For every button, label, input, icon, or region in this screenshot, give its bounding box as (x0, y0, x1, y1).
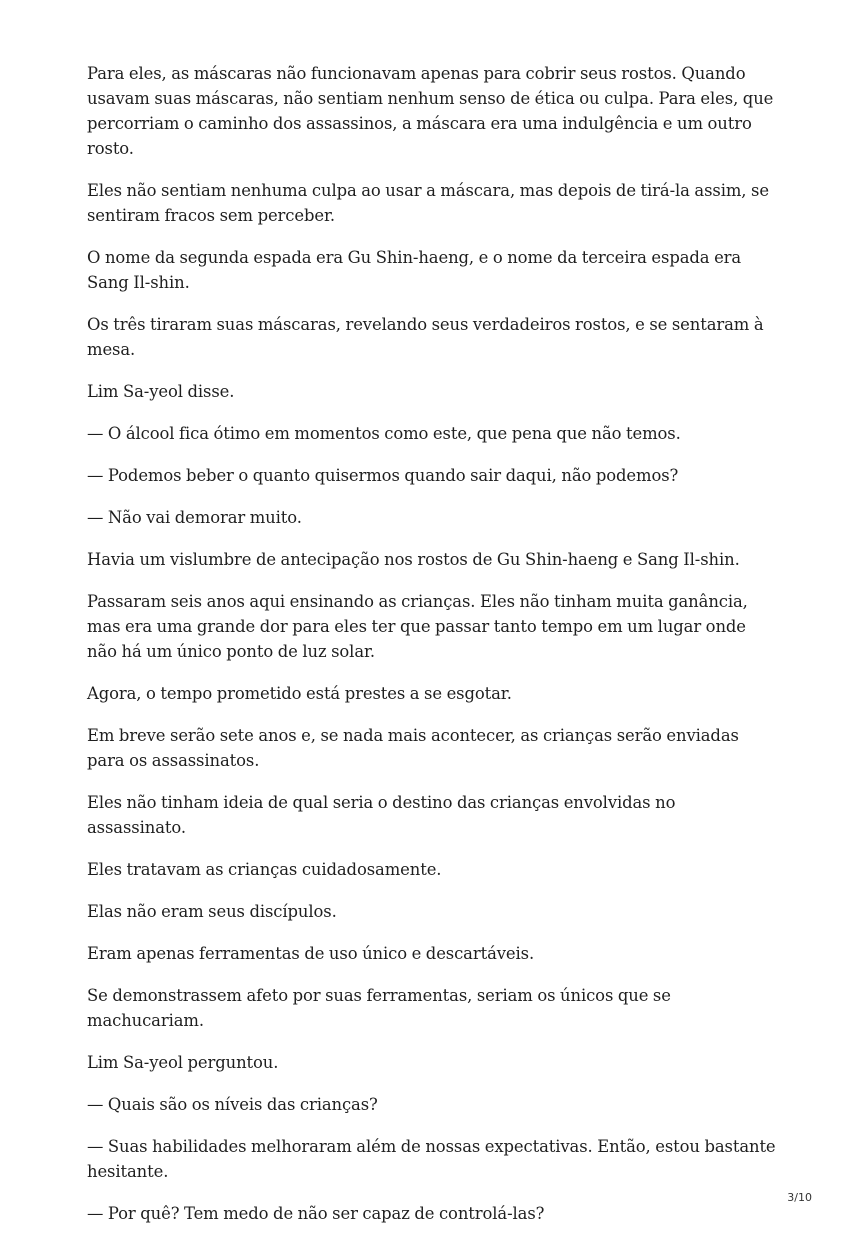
dialogue-line: — Não vai demorar muito. (87, 508, 302, 527)
dialogue-line: — Por quê? Tem medo de não ser capaz de controlá-las? (87, 1204, 545, 1223)
paragraph: Lim Sa-yeol perguntou. (87, 1053, 279, 1072)
paragraph: Para eles, as máscaras não funcionavam apenas para cobrir seus rostos. Quando usavam suas máscaras, não sentiam nenhum senso de ética ou culpa. Para eles, que percorriam o caminho dos assassinos, a máscara era uma indulgência e um outro rosto. (87, 64, 774, 158)
page-number: 3/10 (787, 1191, 812, 1204)
paragraph: Havia um vislumbre de antecipação nos rostos de Gu Shin-haeng e Sang Il-shin. (87, 550, 740, 569)
paragraph: Eles tratavam as crianças cuidadosamente. (87, 860, 442, 879)
dialogue-line: — Suas habilidades melhoraram além de nossas expectativas. Então, estou bastante hesitante. (87, 1137, 776, 1181)
paragraph: Lim Sa-yeol disse. (87, 382, 235, 401)
paragraph: Se demonstrassem afeto por suas ferramentas, seriam os únicos que se machucariam. (87, 986, 671, 1030)
dialogue-line: — O álcool fica ótimo em momentos como este, que pena que não temos. (87, 424, 681, 443)
paragraph: O nome da segunda espada era Gu Shin-haeng, e o nome da terceira espada era Sang Il-shin. (87, 248, 742, 292)
dialogue-line: — Quais são os níveis das crianças? (87, 1095, 378, 1114)
paragraph: Em breve serão sete anos e, se nada mais acontecer, as crianças serão enviadas para os assassinatos. (87, 726, 739, 770)
paragraph: Eles não sentiam nenhuma culpa ao usar a máscara, mas depois de tirá-la assim, se sentiram fracos sem perceber. (87, 181, 769, 225)
paragraph: Os três tiraram suas máscaras, revelando seus verdadeiros rostos, e se sentaram à mesa. (87, 315, 764, 359)
paragraph: Eram apenas ferramentas de uso único e descartáveis. (87, 944, 535, 963)
paragraph: Eles não tinham ideia de qual seria o destino das crianças envolvidas no assassinato. (87, 793, 676, 837)
paragraph: Elas não eram seus discípulos. (87, 902, 337, 921)
paragraph: Agora, o tempo prometido está prestes a se esgotar. (87, 684, 512, 703)
dialogue-line: — Podemos beber o quanto quisermos quando sair daqui, não podemos? (87, 466, 679, 485)
document-body (87, 61, 777, 1243)
paragraph: Passaram seis anos aqui ensinando as crianças. Eles não tinham muita ganância, mas era uma grande dor para eles ter que passar tanto tempo em um lugar onde não há um único ponto de luz solar. (87, 592, 748, 661)
